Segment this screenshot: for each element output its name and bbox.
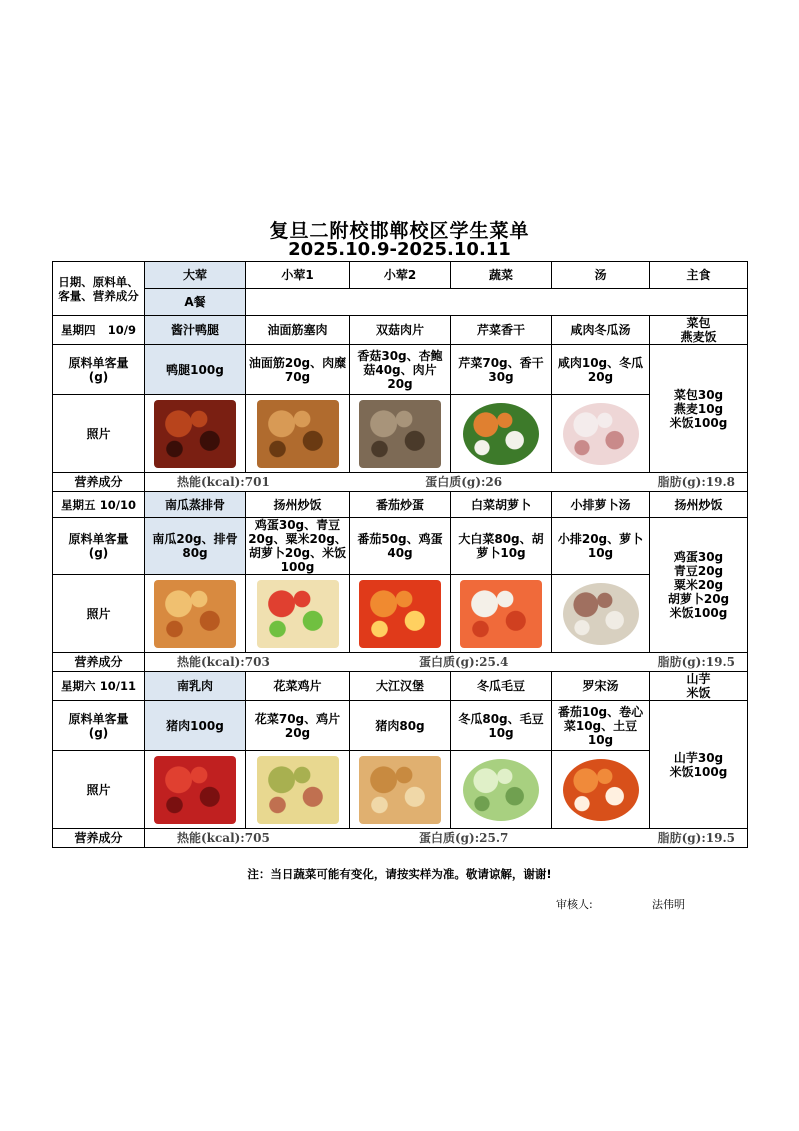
dish-name-text: 白菜胡萝卜 [470,497,531,512]
ingredient-cell [145,701,246,751]
winter-melon-soup-photo [563,403,639,465]
ingredient-text: 咸肉10g、冬瓜20g [557,355,644,384]
nutrition-fat: 脂肪(g):19.5 [657,655,735,669]
dish-name [350,672,451,701]
stuffed-gluten-photo [257,400,339,468]
date-label [55,323,142,337]
dish-name [451,672,552,701]
dish-name-text: 南乳肉 [176,679,213,693]
dish-name-text: 冬瓜毛豆 [476,679,525,693]
ingredient-cell [246,518,350,575]
ingredient-cell [451,345,552,395]
melon-edamame-photo [463,759,539,821]
photo-label [53,751,145,829]
ingredient-text: 芹菜70g、香干30g [458,355,544,384]
staple-ingredients [650,701,748,829]
photo-label-text: 照片 [86,606,111,621]
mushroom-pork-photo [359,400,441,468]
column-header-text: 小荤1 [281,268,314,282]
nutrition-fat: 脂肪(g):19.8 [657,475,735,489]
dish-name-text: 酱汁鸭腿 [170,323,219,337]
dish-name [145,492,246,518]
photo-cell [451,575,552,653]
dish-name-text: 双菇肉片 [375,323,424,337]
date-cell [53,672,145,701]
photo-cell [246,395,350,473]
staple-ingredients-text: 菜包30g 燕麦10g 米饭100g [669,387,728,430]
ingredient-text: 猪肉100g [166,718,224,733]
dish-name-text: 番茄炒蛋 [375,497,424,512]
meal-label-text: A餐 [184,295,206,309]
weekday-text: 星期五 [61,497,96,512]
dish-name [145,316,246,345]
reviewer-label: 审核人: [556,898,593,911]
dish-name [246,492,350,518]
staple-ingredients [650,518,748,653]
duck-leg-photo [154,400,236,468]
ingredient-text: 冬瓜80g、毛豆10g [458,711,544,740]
photo-cell [451,751,552,829]
date-text: 10/11 [99,679,136,693]
column-header [246,262,350,289]
dish-name [246,672,350,701]
column-header-text: 主食 [686,268,711,282]
date-label [55,498,142,512]
nutrition-energy: 热能(kcal):705 [177,831,270,845]
column-header-text: 小荤2 [383,268,417,282]
dish-name [246,316,350,345]
photo-label [53,395,145,473]
ingredient-cell [350,518,451,575]
nutrition-label [53,829,145,848]
date-range: 2025.10.9-2025.10.11 [288,239,511,260]
nutrition-label-text: 营养成分 [74,831,123,845]
nutrition-label [53,473,145,492]
staple-ingredients-text: 鸡蛋30g 青豆20g 粟米20g 胡萝卜20g 米饭100g [667,550,730,620]
photo-cell [451,395,552,473]
nutrition-protein: 蛋白质(g):25.4 [418,655,509,669]
ingredient-text: 南瓜20g、排骨80g [152,532,238,560]
date-text: 10/10 [99,497,136,512]
ingredient-text: 花菜70g、鸡片20g [254,711,341,740]
ingredients-label [53,345,145,395]
photo-cell [552,751,650,829]
page-title: 复旦二附校邯郸校区学生菜单 [269,220,530,242]
dish-name [650,492,748,518]
ingredients-label [53,518,145,575]
date-label [55,679,142,693]
column-header-text: 蔬菜 [488,268,513,282]
dish-name-text: 花菜鸡片 [273,679,322,693]
photo-cell [552,575,650,653]
borscht-photo [563,759,639,821]
column-header [552,262,650,289]
notice-text: 注：当日蔬菜可能有变化，请按实样为准。敬请谅解，谢谢! [247,867,552,881]
dish-name-text: 油面筋塞肉 [267,323,328,337]
ingredient-cell [552,518,650,575]
ingredient-text: 鸡蛋30g、青豆20g、粟米20g、胡萝卜20g、米饭100g [248,518,347,574]
nutrition-energy: 热能(kcal):703 [177,655,270,669]
date-cell [53,492,145,518]
column-header-text: 汤 [594,268,607,282]
ingredient-cell [145,345,246,395]
photo-cell [145,395,246,473]
cabbage-carrot-photo [460,580,542,648]
ingredient-text: 小排20g、萝卜10g [557,532,644,560]
dish-name [451,316,552,345]
dish-name [552,672,650,701]
ingredient-cell [552,701,650,751]
cauliflower-chicken-photo [257,756,339,824]
reviewer-name: 法伟明 [652,898,685,911]
ingredient-cell [552,345,650,395]
photo-cell [145,575,246,653]
column-header [650,262,748,289]
nutrition-row [147,655,745,669]
nutrition-label-text: 营养成分 [74,475,123,489]
dish-name-text: 菜包 燕麦饭 [680,316,717,344]
ingredients-label-text: 原料单客量 (g) [68,711,129,740]
ingredient-text: 大白菜80g、胡萝卜10g [458,532,544,560]
rib-radish-soup-photo [563,583,639,645]
dish-name [145,672,246,701]
dish-name [552,316,650,345]
dish-name-text: 大江汉堡 [375,679,424,693]
dish-name [350,316,451,345]
dish-name-text: 芹菜香干 [476,323,525,337]
dish-name-text: 罗宋汤 [582,679,619,693]
fried-rice-photo [257,580,339,648]
photo-cell [350,575,451,653]
photo-label-text: 照片 [86,426,111,441]
nutrition-row [147,475,745,489]
ingredient-text: 番茄10g、卷心菜10g、土豆10g [557,704,644,747]
celery-tofu-photo [463,403,539,465]
ingredient-cell [350,345,451,395]
nutrition-values [145,829,748,848]
nutrition-protein: 蛋白质(g):25.7 [418,831,509,845]
date-text: 10/9 [107,323,136,337]
header-row-label-text: 日期、原料单、客量、营养成分 [58,274,139,303]
ingredients-label-text: 原料单客量 (g) [68,355,129,384]
menu-table [52,261,748,848]
dish-name-text: 山芋 米饭 [686,672,711,700]
header-row-label [53,262,145,316]
dish-name [650,316,748,345]
weekday-text: 星期四 [61,323,96,337]
photo-cell [246,575,350,653]
ingredient-cell [350,701,451,751]
ingredient-cell [246,345,350,395]
nutrition-fat: 脂肪(g):19.5 [657,831,735,845]
ingredient-text: 香菇30g、杏鲍菇40g、肉片20g [357,348,443,391]
weekday-text: 星期六 [61,679,96,693]
staple-ingredients-text: 山芋30g 米饭100g [669,750,728,779]
column-header [145,262,246,289]
column-header-text: 大荤 [182,268,207,282]
braised-pork-photo [154,756,236,824]
staple-ingredients [650,345,748,473]
meal-label [145,289,246,316]
ingredient-cell [145,518,246,575]
date-cell [53,316,145,345]
photo-cell [145,751,246,829]
dish-name-text: 咸肉冬瓜汤 [570,323,631,337]
photo-cell [350,751,451,829]
photo-label-text: 照片 [86,782,111,797]
dish-name-text: 南瓜蒸排骨 [164,497,225,512]
nutrition-protein: 蛋白质(g):26 [425,475,503,489]
nutrition-values [145,653,748,672]
ingredient-cell [451,701,552,751]
dish-name [650,672,748,701]
column-header [350,262,451,289]
tomato-egg-photo [359,580,441,648]
nutrition-energy: 热能(kcal):701 [177,475,270,489]
dish-name [451,492,552,518]
photo-cell [552,395,650,473]
ingredient-text: 猪肉80g [375,718,425,733]
ingredients-label [53,701,145,751]
dish-name-text: 小排萝卜汤 [570,497,631,512]
dish-name [350,492,451,518]
dish-name [552,492,650,518]
ingredients-label-text: 原料单客量 (g) [68,532,129,560]
ingredient-cell [451,518,552,575]
ingredient-text: 鸭腿100g [166,362,224,377]
nutrition-values [145,473,748,492]
photo-cell [246,751,350,829]
meal-empty [246,289,748,316]
ingredient-text: 番茄50g、鸡蛋40g [357,532,443,560]
ingredient-cell [246,701,350,751]
nutrition-label-text: 营养成分 [74,655,123,669]
dish-name-text: 扬州炒饭 [674,497,723,512]
burger-patty-photo [359,756,441,824]
photo-label [53,575,145,653]
ingredient-text: 油面筋20g、肉糜70g [248,355,347,384]
photo-cell [350,395,451,473]
pumpkin-ribs-photo [154,580,236,648]
dish-name-text: 扬州炒饭 [273,497,322,512]
column-header [451,262,552,289]
nutrition-label [53,653,145,672]
nutrition-row [147,831,745,845]
